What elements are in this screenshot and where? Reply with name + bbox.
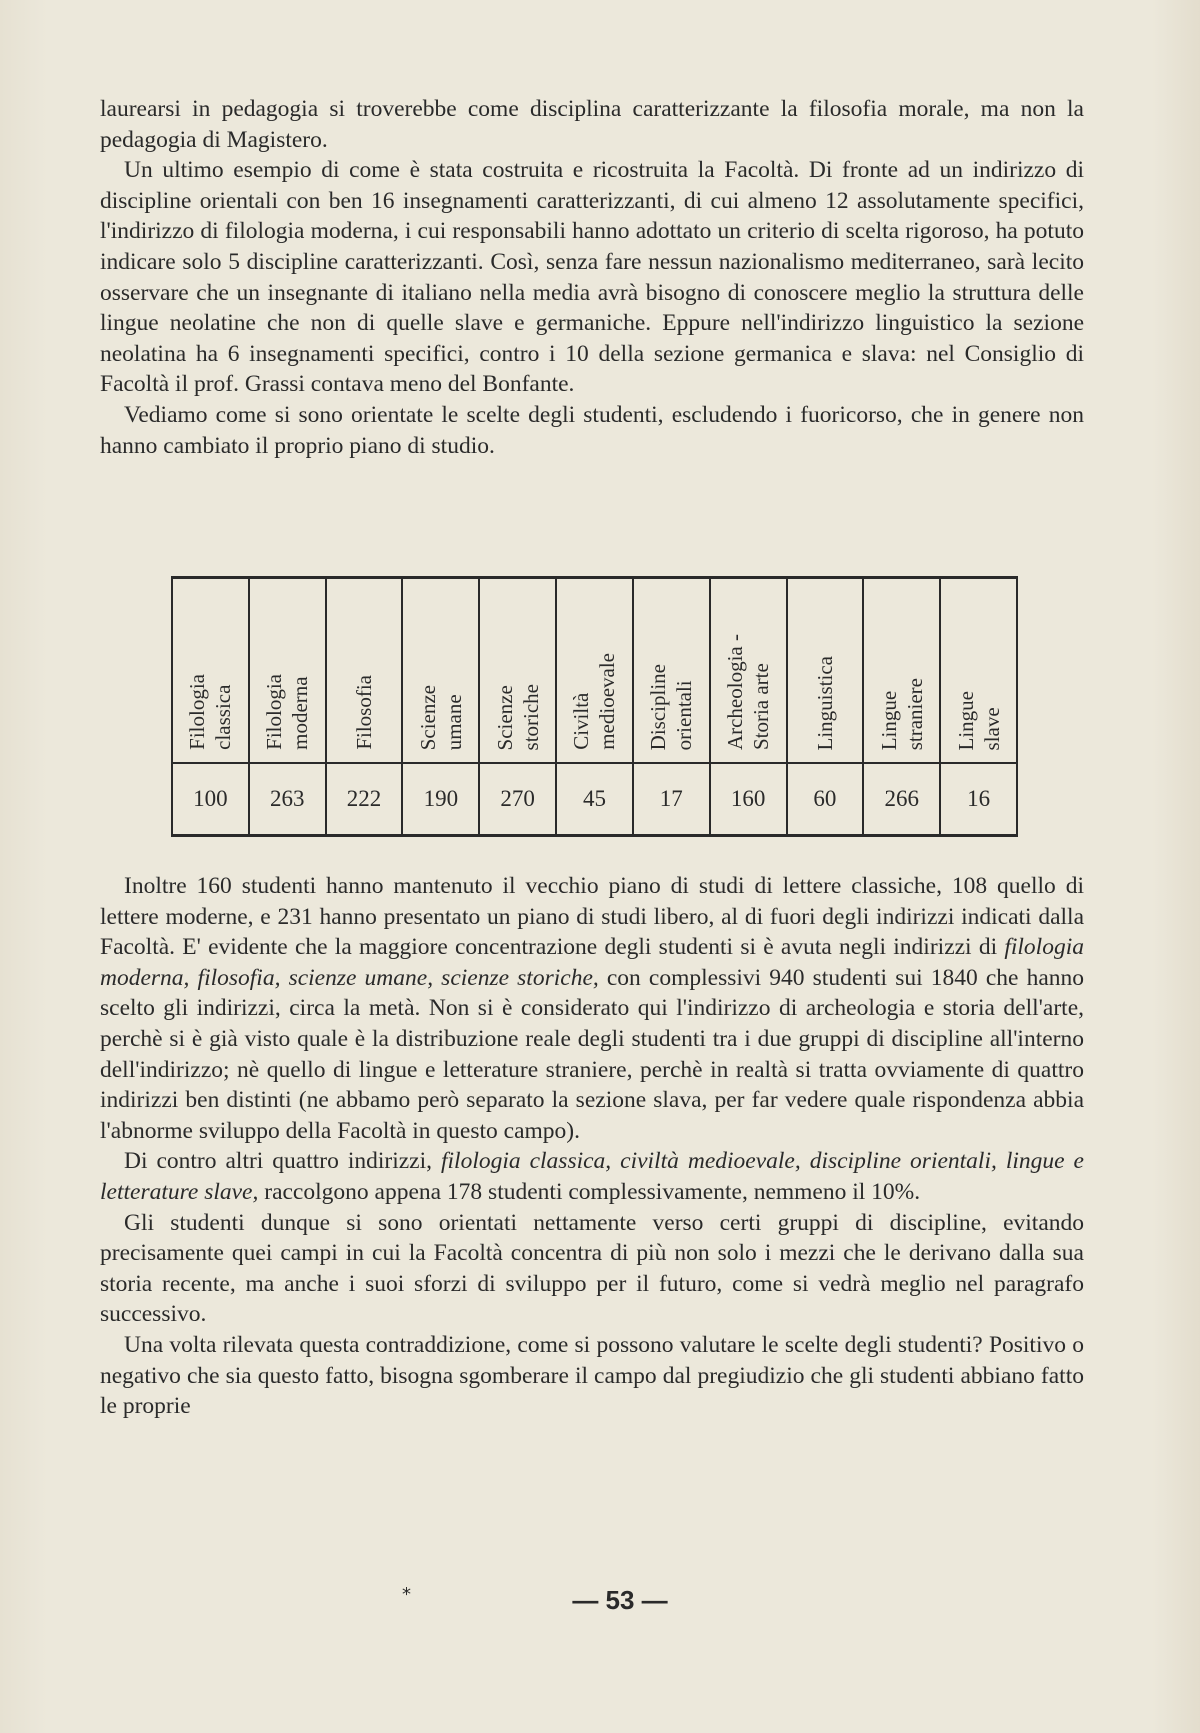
paragraph: Vediamo come si sono orientate le scelte degli studenti, escludendo i fuoricorso, che in genere non hanno cambiato il proprio piano di studio. [100,401,1084,459]
column-header: Filosofia [326,578,403,764]
table-cell: 263 [249,763,326,836]
star-mark: * [402,1584,411,1605]
column-header: Discipline orientali [633,578,710,764]
paragraph: Di contro altri quattro indirizzi, filologia classica, civiltà medioevale, discipline orientali, lingue e letterature slave, raccolgono appena 178 studenti complessivamente, nemmeno il 10%. [100,1148,1084,1205]
table-row [172,763,1017,836]
paragraph: laurearsi in pedagogia si troverebbe come disciplina caratterizzante la filosofia morale, ma non la pedagogia di Magistero. [100,96,1084,153]
table-cell: 100 [172,763,249,836]
column-header: Filologia moderna [249,578,326,764]
text-block-bottom [100,871,1084,1422]
table-cell: 45 [556,763,633,836]
column-header: Lingue straniere [863,578,940,764]
page-footer [0,1585,1200,1616]
column-header: Archeologia - Storia arte [710,578,787,764]
table-cell: 16 [940,763,1017,836]
table-cell: 17 [633,763,710,836]
table-cell: 266 [863,763,940,836]
paragraph: Un ultimo esempio di come è stata costruita e ricostruita la Facoltà. Di fronte ad un indirizzo di discipline orientali con ben 16 insegnamenti caratterizzanti, di cui almeno 12 assolutamente specifici, l'indirizzo di filologia moderna, i cui responsabili hanno adottato un criterio di scelta rigoroso, ha potuto indicare solo 5 discipline caratterizzanti. Così, senza fare nessun nazionalismo mediterraneo, sarà lecito osservare che un insegnante di italiano nella media avrà bisogno di conoscere meglio la struttura delle lingue neolatine che non di quelle slave e germaniche. Eppure nell'indirizzo linguistico la sezione neolatina ha 6 insegnamenti specifici, contro i 10 della sezione germanica e slava: nel Consiglio di Facoltà il prof. Grassi contava meno del Bonfante. [100,157,1084,398]
students-table [171,576,1018,837]
page-number: — 53 — [572,1585,668,1615]
table-cell: 60 [787,763,864,836]
paragraph: Inoltre 160 studenti hanno mantenuto il vecchio piano di studi di lettere classiche, 108 quello di lettere moderne, e 231 hanno presentato un piano di studi libero, al di fuori degli indirizzi indicati dalla Facoltà. E' evidente che la maggiore concentrazione degli studenti si è avuta negli indirizzi di filologia moderna, filosofia, scienze umane, scienze storiche, con complessivi 940 studenti sui 1840 che hanno scelto gli indirizzi, circa la metà. Non si è considerato qui l'indirizzo di archeologia e storia dell'arte, perchè si è già visto quale è la distribuzione reale degli studenti tra i due gruppi di discipline all'interno dell'indirizzo; nè quello di lingue e letterature straniere, perchè in realtà si tratta ovviamente di quattro indirizzi ben distinti (ne abbamo però separato la sezione slava, per far vedere quale rispondenza abbia l'abnorme sviluppo della Facoltà in questo campo). [100,873,1084,1144]
text-block-top [100,94,1084,461]
column-header: Scienze storiche [479,578,556,764]
column-header: Linguistica [787,578,864,764]
table-cell: 270 [479,763,556,836]
table-header-row [172,578,1017,764]
table-cell: 160 [710,763,787,836]
table-cell: 222 [326,763,403,836]
column-header: Lingue slave [940,578,1017,764]
paragraph: Gli studenti dunque si sono orientati nettamente verso certi gruppi di discipline, evitando precisamente quei campi in cui la Facoltà concentra di più non solo i mezzi che le derivano dalla sua storia recente, ma anche i suoi sforzi di sviluppo per il futuro, come si vedrà meglio nel paragrafo successivo. [100,1209,1084,1328]
paragraph: Una volta rilevata questa contraddizione, come si possono valutare le scelte degli studenti? Positivo o negativo che sia questo fatto, bisogna sgomberare il campo dal pregiudizio che gli studenti abbiano fatto le proprie [100,1331,1084,1420]
table-cell: 190 [402,763,479,836]
column-header: Civiltà medioevale [556,578,633,764]
column-header: Scienze umane [402,578,479,764]
column-header: Filologia classica [172,578,249,764]
